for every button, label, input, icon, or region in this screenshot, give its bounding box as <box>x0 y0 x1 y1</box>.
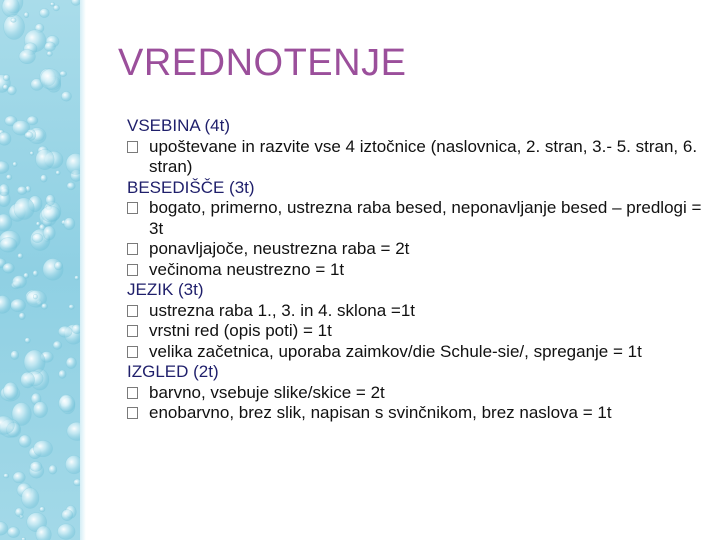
water-droplet <box>19 313 25 320</box>
water-droplet <box>33 294 37 299</box>
band-edge <box>80 0 86 540</box>
decorative-water-droplet-band <box>0 0 80 540</box>
water-droplet <box>60 71 67 77</box>
water-droplet <box>3 382 18 399</box>
water-droplet <box>56 171 61 176</box>
water-droplet <box>13 472 25 483</box>
water-droplet <box>30 151 34 155</box>
water-droplet <box>53 341 62 349</box>
water-droplet <box>19 50 35 64</box>
water-droplet <box>24 273 29 279</box>
water-droplet <box>32 233 43 242</box>
section-heading-vsebina: VSEBINA (4t) <box>127 116 230 135</box>
water-droplet <box>24 12 29 18</box>
water-droplet <box>59 395 75 412</box>
section-heading-jezik: JEZIK (3t) <box>127 280 204 299</box>
water-droplet <box>61 91 71 101</box>
section-heading-izgled: IZGLED (2t) <box>127 362 219 381</box>
list-item-text: velika začetnica, uporaba zaimkov/die Schule-sie/, spreganje = 1t <box>149 341 642 361</box>
water-droplet <box>55 261 63 270</box>
water-droplet <box>69 305 75 310</box>
water-droplet <box>33 402 47 418</box>
water-droplet <box>58 326 72 337</box>
water-droplet <box>30 462 42 472</box>
list-item-text: barvno, vsebuje slike/skice = 2t <box>149 382 385 402</box>
water-droplet <box>53 5 59 11</box>
water-droplet <box>14 198 34 220</box>
water-droplet <box>33 440 52 456</box>
list-item-text: bogato, primerno, ustrezna raba besed, neponavljanje besed – predlogi = 3t <box>149 198 702 238</box>
water-droplet <box>65 455 80 473</box>
water-droplet <box>3 263 15 273</box>
water-droplet <box>39 507 45 512</box>
water-droplet <box>19 435 31 447</box>
checkbox-bullet-icon <box>127 141 138 153</box>
list-item <box>127 137 702 178</box>
list-item <box>127 403 702 424</box>
water-droplet <box>62 509 73 520</box>
list-item <box>127 260 702 281</box>
water-droplet <box>11 18 16 22</box>
list-item-text: enobarvno, brez slik, napisan s svinčnikom, brez naslova = 1t <box>149 403 612 422</box>
water-droplet <box>18 253 24 259</box>
water-droplet <box>0 184 9 196</box>
list-item <box>127 321 702 342</box>
water-droplet <box>72 324 80 333</box>
water-droplet <box>0 132 11 145</box>
water-droplet <box>40 175 47 183</box>
water-droplet <box>66 153 80 174</box>
water-droplet <box>13 162 18 167</box>
water-droplet <box>41 206 60 222</box>
list-item <box>127 198 702 239</box>
water-droplet <box>33 270 38 276</box>
checkbox-bullet-icon <box>127 387 138 399</box>
checkbox-bullet-icon <box>127 202 138 214</box>
water-droplet <box>24 350 45 374</box>
water-droplet <box>47 51 53 56</box>
water-droplet <box>41 303 47 309</box>
water-droplet <box>11 351 19 360</box>
water-droplet <box>21 488 39 509</box>
list-item-text: upoštevane in razvite vse 4 iztočnice (naslovnica, 2. stran, 3.- 5. stran, 6. stran) <box>149 136 698 176</box>
checkbox-bullet-icon <box>127 325 138 337</box>
water-droplet <box>40 69 60 90</box>
section-heading-besedisce: BESEDIŠČE (3t) <box>127 177 255 197</box>
checkbox-bullet-icon <box>127 243 138 255</box>
water-droplet <box>11 299 26 312</box>
water-droplet <box>73 479 80 486</box>
water-droplet <box>36 149 55 169</box>
water-droplet <box>58 524 76 540</box>
list-item-text: ponavljajoče, neustrezna raba = 2t <box>149 239 410 258</box>
list-item <box>127 301 702 322</box>
water-droplet <box>0 522 8 536</box>
water-droplet <box>0 161 9 173</box>
water-droplet <box>43 226 55 240</box>
water-droplet <box>17 186 27 194</box>
checkbox-bullet-icon <box>127 264 138 276</box>
water-droplet <box>2 0 19 17</box>
water-droplet <box>0 295 11 313</box>
water-droplet <box>0 238 17 253</box>
water-droplet <box>8 527 20 538</box>
water-droplet <box>46 195 55 206</box>
water-droplet <box>49 465 57 474</box>
water-droplet <box>27 116 38 125</box>
water-droplet <box>64 218 75 230</box>
water-droplet <box>3 474 8 479</box>
water-droplet <box>25 338 31 344</box>
water-droplet <box>71 0 80 6</box>
water-droplet <box>3 75 10 81</box>
checkbox-bullet-icon <box>127 305 138 317</box>
water-droplet <box>21 372 35 388</box>
water-droplet <box>6 174 12 180</box>
water-droplet <box>25 132 33 139</box>
water-droplet <box>40 8 50 17</box>
list-item <box>127 239 702 260</box>
water-droplet <box>59 370 67 378</box>
list-item-text: večinoma neustrezno = 1t <box>149 259 345 279</box>
list-item-text: ustrezna raba 1., 3. in 4. sklona =1t <box>149 300 416 320</box>
water-droplet <box>66 357 76 368</box>
water-droplet <box>36 526 51 540</box>
water-droplet <box>3 84 9 90</box>
water-droplet <box>15 508 23 517</box>
water-droplet <box>67 422 80 440</box>
list-item <box>127 383 702 404</box>
checkbox-bullet-icon <box>127 346 138 358</box>
slide-title: VREDNOTENJE <box>118 42 407 84</box>
checkbox-bullet-icon <box>127 407 138 419</box>
water-droplet <box>75 276 80 280</box>
list-item <box>127 342 702 363</box>
list-item-text: vrstni red (opis poti) = 1t <box>149 321 332 340</box>
slide-content <box>127 116 702 424</box>
water-droplets-pattern <box>0 0 80 540</box>
water-droplet <box>67 182 75 190</box>
